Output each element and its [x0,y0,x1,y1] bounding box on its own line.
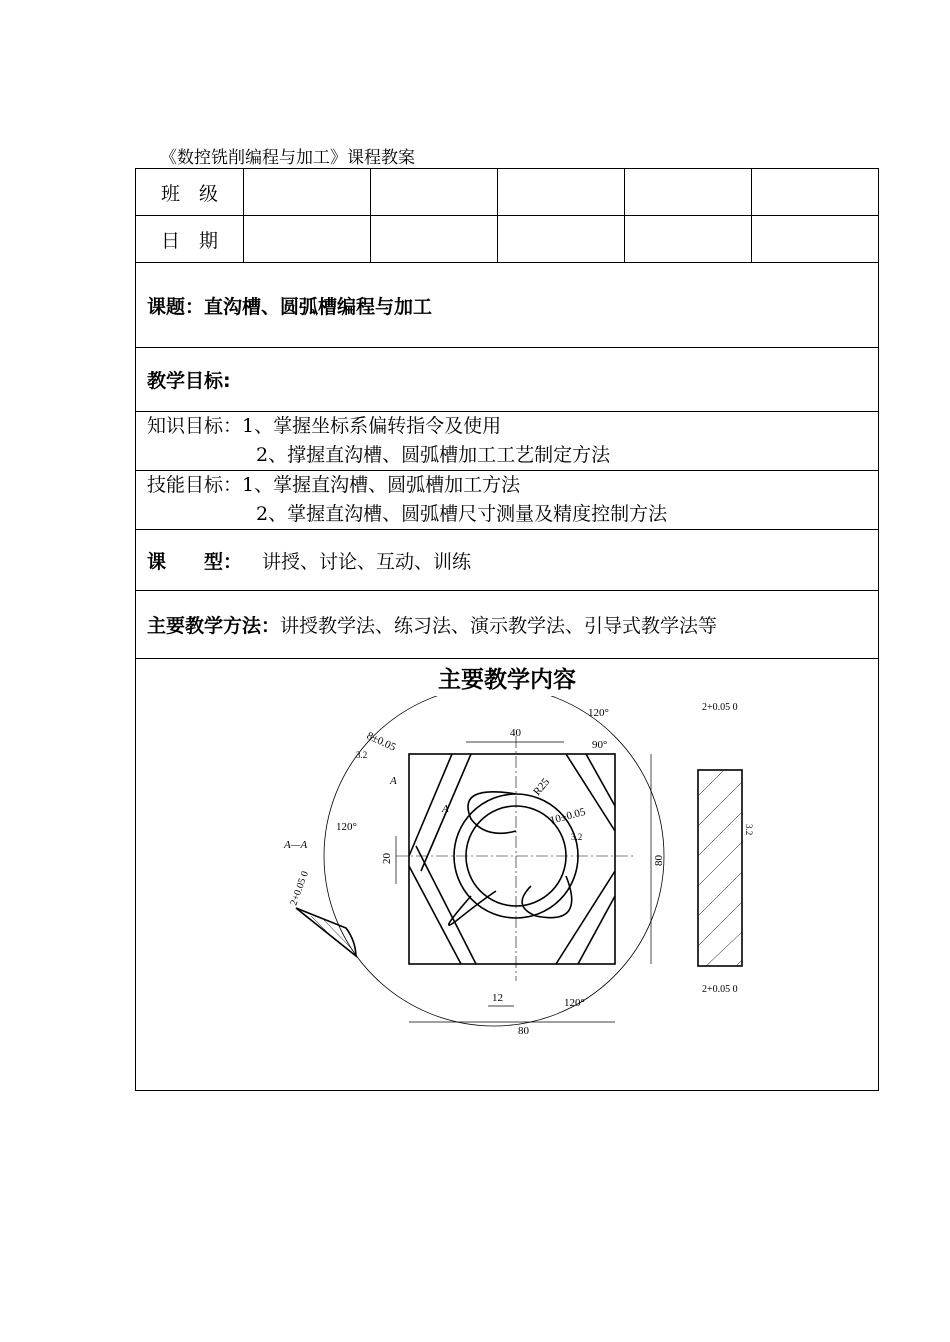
lesson-type-label: 课 型： [147,550,243,573]
square-plate [409,754,615,964]
dim-120-bottom: 120° [564,997,585,1009]
straight-slots [409,754,615,964]
roughness-2: 3.2 [571,832,583,842]
cut-label-a1: A [390,775,397,787]
knowledge-label: 知识目标： [147,415,243,437]
dim-depth-top: 2+0.05 0 [702,702,738,713]
date-cell-1[interactable] [244,216,371,263]
document-title: 《数控铣削编程与加工》课程教案 [160,148,415,168]
class-cell-1[interactable] [244,169,371,216]
lesson-type-value: 讲授、讨论、互动、训练 [262,550,472,573]
skill-objectives [136,471,879,530]
section-label: A—A [284,839,308,851]
date-cell-5[interactable] [752,216,879,263]
methods-label: 主要教学方法： [147,615,281,637]
section-view [296,908,356,956]
dim-20: 20 [381,853,393,864]
class-row [136,169,879,216]
dim-120-left: 120° [336,821,357,833]
knowledge-objectives [136,412,879,471]
date-row [136,216,879,263]
lesson-plan-table [135,168,879,1091]
dim-80-vertical: 80 [653,855,665,866]
skill-item-2: 2、掌握直沟槽、圆弧槽尺寸测量及精度控制方法 [256,503,668,525]
side-hatch [698,770,742,966]
content-heading: 主要教学内容 [438,667,576,693]
roughness-3: 3.2 [744,824,754,836]
methods-cell [136,591,879,659]
topic-cell: 课题：直沟槽、圆弧槽编程与加工 [136,263,879,348]
class-cell-4[interactable] [625,169,752,216]
dim-slot-width: 8±0.05 [364,729,398,754]
class-cell-5[interactable] [752,169,879,216]
methods-value: 讲授教学法、练习法、演示教学法、引导式教学法等 [280,615,718,637]
roughness-1: 3.2 [356,750,368,760]
side-view [698,770,742,966]
class-cell-2[interactable] [371,169,498,216]
dim-90: 90° [592,739,608,751]
cut-label-a2: A [442,803,449,815]
lesson-type-cell [136,530,879,591]
date-cell-4[interactable] [625,216,752,263]
dim-120-top: 120° [588,707,609,719]
dim-depth-bottom: 2+0.05 0 [702,984,738,995]
dim-r25: R25 [531,776,553,798]
class-cell-3[interactable] [498,169,625,216]
skill-label: 技能目标： [147,474,243,496]
knowledge-item-2: 2、撑握直沟槽、圆弧槽加工工艺制定方法 [256,444,611,466]
dim-40: 40 [510,727,521,739]
engineering-drawing [266,696,786,1056]
date-cell-3[interactable] [498,216,625,263]
main-content-cell [136,659,879,1091]
dim-80-horizontal: 80 [518,1025,529,1037]
knowledge-item-1: 1、掌握坐标系偏转指令及使用 [242,415,502,437]
dim-arc-width: 10±0.05 [548,805,587,827]
dim-depth-section: 2+0.05 0 [288,869,312,908]
date-cell-2[interactable] [371,216,498,263]
class-label: 班 级 [136,169,244,216]
center-lines [396,736,636,981]
skill-item-1: 1、掌握直沟槽、圆弧槽加工方法 [242,474,521,496]
objectives-heading: 教学目标: [136,348,879,412]
dim-12: 12 [492,992,503,1004]
date-label: 日 期 [136,216,244,263]
